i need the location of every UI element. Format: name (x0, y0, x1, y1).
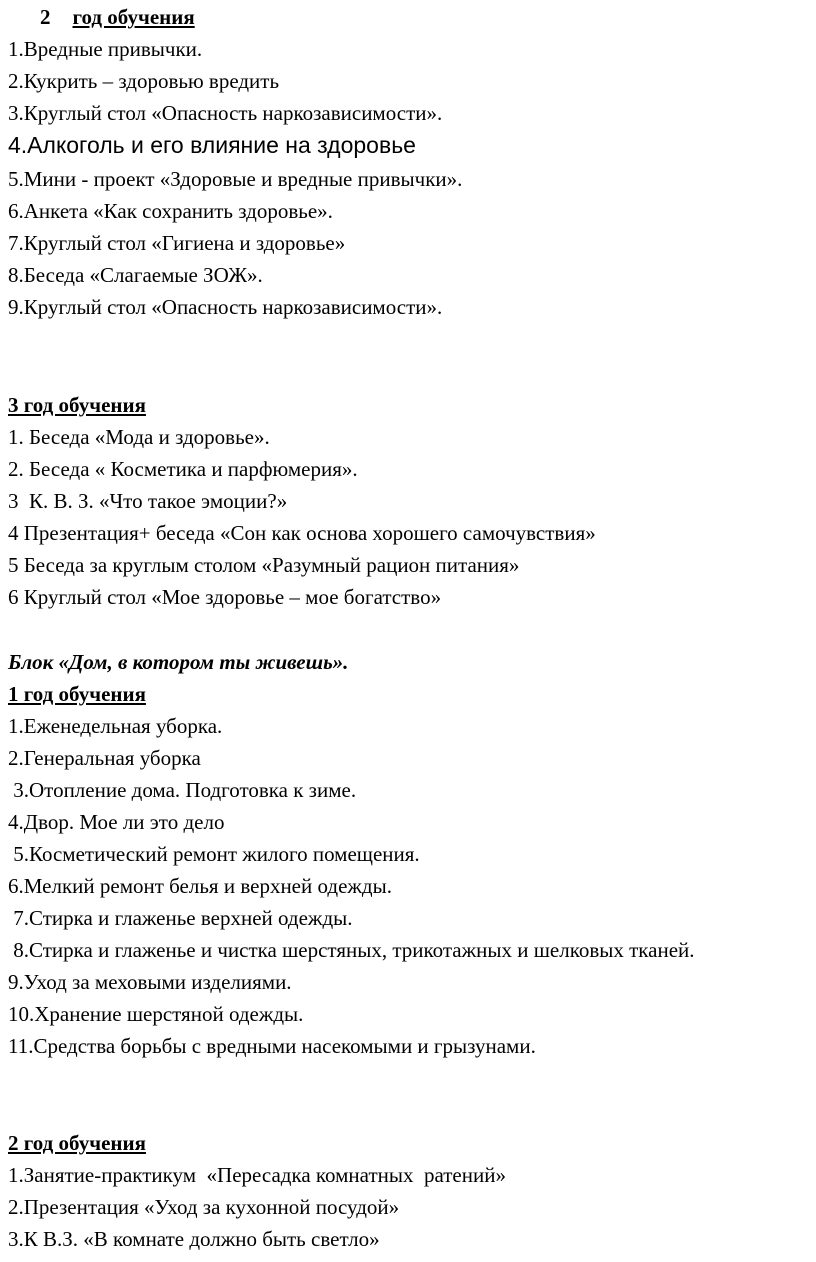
list-item: 1. Беседа «Мода и здоровье». (8, 425, 270, 449)
list-item: 5.Косметический ремонт жилого помещения. (8, 842, 420, 866)
list-item: 2. Беседа « Косметика и парфюмерия». (8, 457, 358, 481)
list-item: 2.Кукрить – здоровью вредить (8, 69, 280, 93)
list-item: 6 Круглый стол «Мое здоровье – мое богатство» (8, 585, 442, 609)
list-item: 9.Уход за меховыми изделиями. (8, 970, 292, 994)
list-item: 8.Беседа «Слагаемые ЗОЖ». (8, 263, 263, 287)
list-item: 1.Еженедельная уборка. (8, 714, 223, 738)
section-heading-year1 (8, 681, 146, 707)
list-item: 4.Двор. Мое ли это дело (8, 810, 225, 834)
list-item: 3 К. В. З. «Что такое эмоции?» (8, 489, 288, 513)
block-title: Блок «Дом, в котором ты живешь». (8, 650, 349, 674)
list-item: 6.Анкета «Как сохранить здоровье». (8, 199, 333, 223)
list-item: 11.Средства борьбы с вредными насекомыми и грызунами. (8, 1034, 536, 1058)
list-item: 4.Алкоголь и его влияние на здоровье (8, 132, 416, 158)
list-item: 4 Презентация+ беседа «Сон как основа хорошего самочувствия» (8, 521, 596, 545)
list-item: 3.Отопление дома. Подготовка к зиме. (8, 778, 357, 802)
list-item: 8.Стирка и глаженье и чистка шерстяных, трикотажных и шелковых тканей. (8, 938, 695, 962)
heading-number: 2 (40, 5, 51, 29)
section-heading-year2-top (40, 4, 195, 30)
section-heading-year2-bottom (8, 1130, 146, 1156)
list-item: 1.Занятие-практикум «Пересадка комнатных ратений» (8, 1163, 506, 1187)
list-item: 3.К В.З. «В комнате должно быть светло» (8, 1227, 380, 1251)
list-item: 6.Мелкий ремонт белья и верхней одежды. (8, 874, 392, 898)
list-item: 7.Круглый стол «Гигиена и здоровье» (8, 231, 346, 255)
list-item: 7.Стирка и глаженье верхней одежды. (8, 906, 353, 930)
section-heading-year3 (8, 392, 146, 418)
list-item: 9.Круглый стол «Опасность наркозависимости». (8, 295, 443, 319)
heading-text: год обучения (72, 5, 195, 29)
list-item: 1.Вредные привычки. (8, 37, 203, 61)
list-item: 2.Презентация «Уход за кухонной посудой» (8, 1195, 400, 1219)
list-item: 5.Мини - проект «Здоровые и вредные привычки». (8, 167, 463, 191)
list-item: 5 Беседа за круглым столом «Разумный рацион питания» (8, 553, 520, 577)
heading-text: 2 год обучения (8, 1131, 146, 1155)
list-item: 10.Хранение шерстяной одежды. (8, 1002, 304, 1026)
heading-text: 1 год обучения (8, 682, 146, 706)
heading-text: 3 год обучения (8, 393, 146, 417)
list-item: 2.Генеральная уборка (8, 746, 201, 770)
list-item: 3.Круглый стол «Опасность наркозависимости». (8, 101, 443, 125)
